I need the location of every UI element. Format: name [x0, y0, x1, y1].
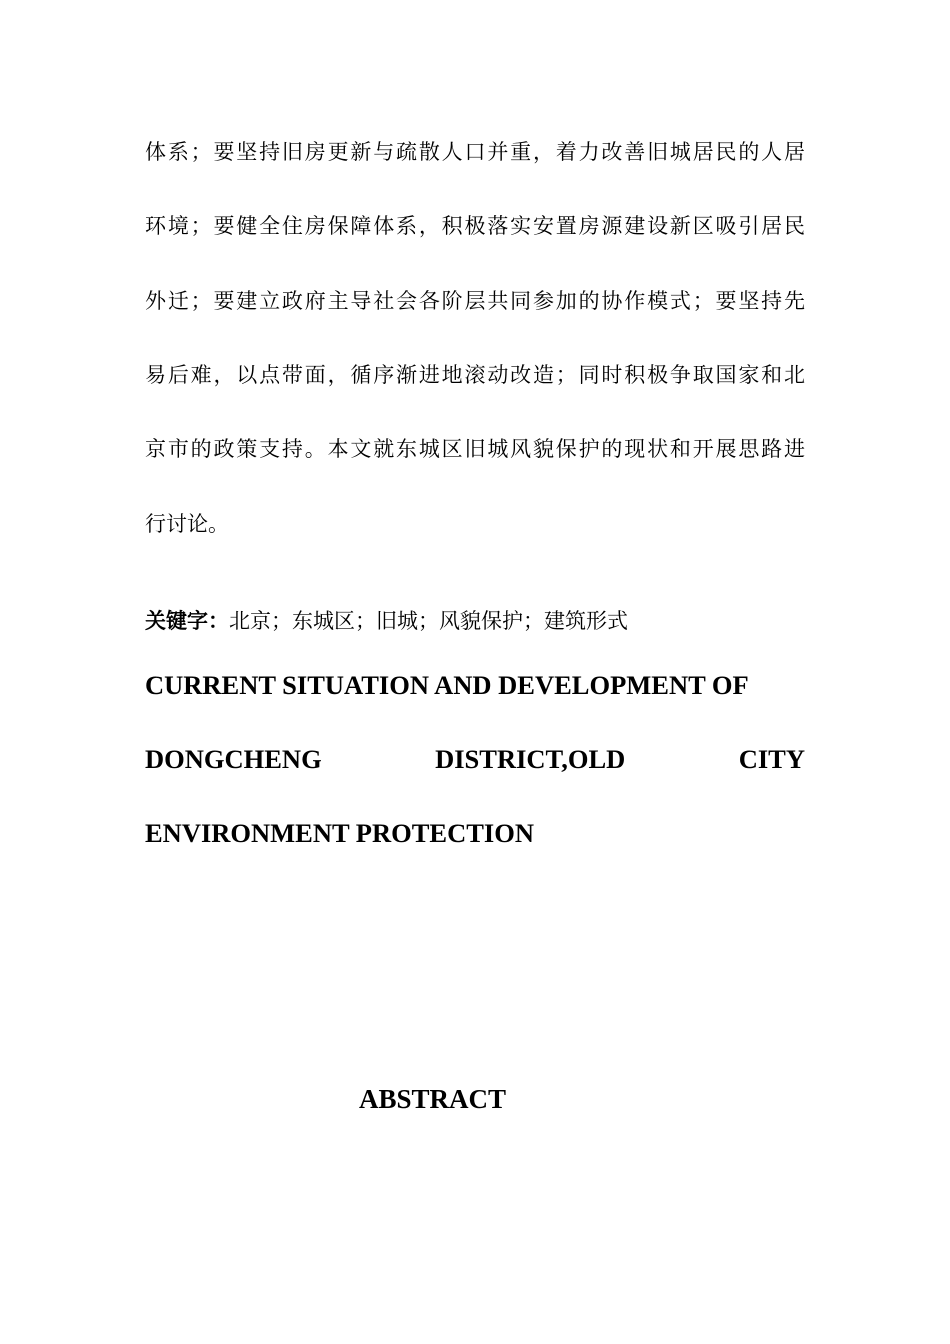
english-title-word-district-old: DISTRICT,OLD: [435, 744, 626, 774]
keywords: [145, 606, 805, 636]
abstract-cn-line-2: 环境；要健全住房保障体系，积极落实安置房源建设新区吸引居民: [145, 214, 805, 238]
keywords-value: 北京；东城区；旧城；风貌保护；建筑形式: [229, 609, 628, 633]
keywords-label: 关键字：: [145, 609, 229, 633]
english-title-word-dongcheng: DONGCHENG: [145, 744, 322, 774]
abstract-cn-line-1: 体系；要坚持旧房更新与疏散人口并重，着力改善旧城居民的人居: [145, 140, 805, 164]
abstract-cn-line-4: 易后难，以点带面，循序渐进地滚动改造；同时积极争取国家和北: [145, 363, 805, 387]
abstract-cn-line-5: 京市的政策支持。本文就东城区旧城风貌保护的现状和开展思路进: [145, 437, 805, 461]
abstract-cn-line-3: 外迁；要建立政府主导社会各阶层共同参加的协作模式；要坚持先: [145, 289, 805, 313]
english-title-line-1: CURRENT SITUATION AND DEVELOPMENT OF: [145, 670, 749, 700]
abstract-cn-line-6: 行讨论。: [145, 512, 229, 536]
english-title-word-city: CITY: [738, 744, 805, 774]
english-title-line-3: ENVIRONMENT PROTECTION: [145, 818, 534, 848]
english-title-line-2: [145, 742, 805, 776]
abstract-heading: ABSTRACT: [359, 1084, 507, 1114]
